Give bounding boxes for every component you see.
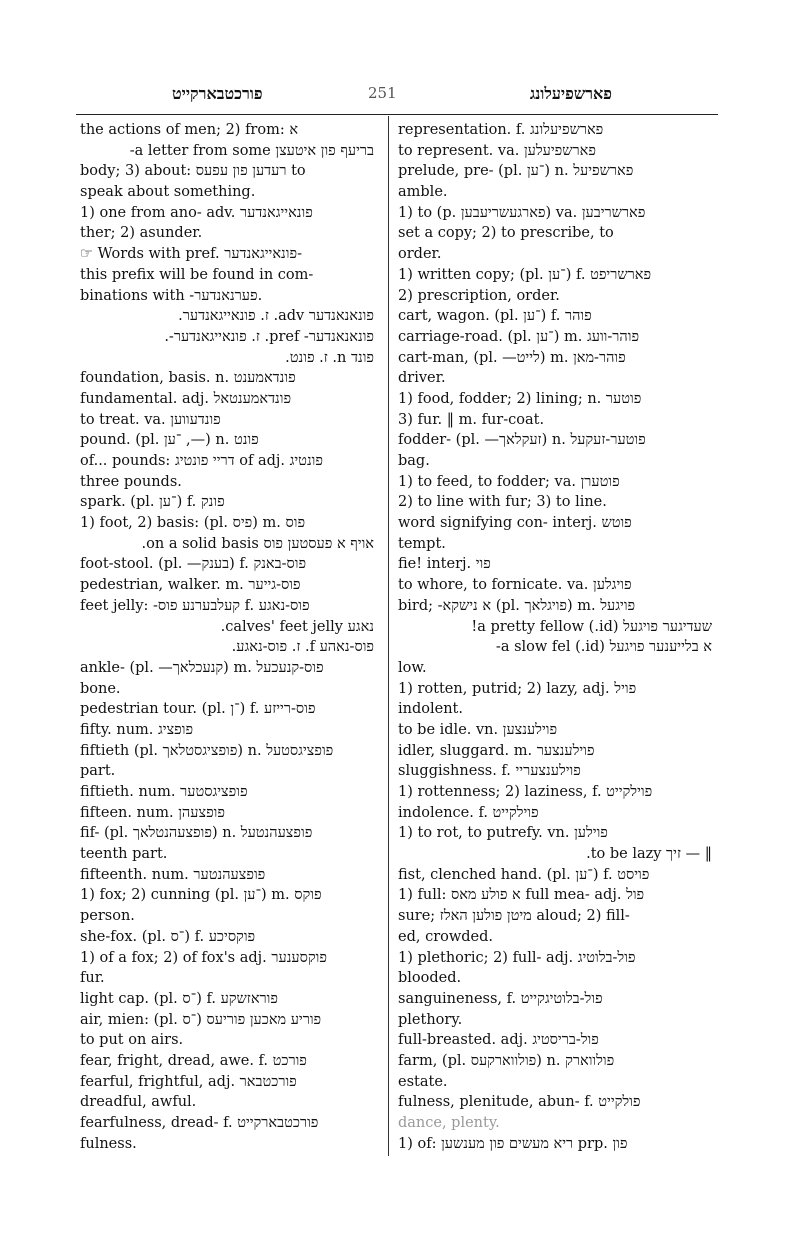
entry-line: fulness, plenitude, abun- f. פולקייט <box>398 1094 641 1111</box>
entry-line: binations with -פערנאנדער. <box>80 287 263 304</box>
entry-line: אויף א פעסטען פוס on a solid basis. <box>141 535 374 552</box>
entry-line: 1) rotten, putrid; 2) lazy, adj. פויל <box>398 680 637 697</box>
entry-line: fur. <box>80 970 105 987</box>
entry-line: ther; 2) asunder. <box>80 225 203 242</box>
entry-line: the actions of men; 2) from: א <box>80 122 299 138</box>
entry-line: foundation, basis. n. פונדאמענט <box>80 370 296 387</box>
entry-line: fifty. num. פופציג <box>80 721 194 738</box>
entry-line: ankle- (pl. —קנעכלאך) m. פוס-קנעכעל <box>80 659 324 676</box>
entry-line: fist, clenched hand. (pl. ־ען) f. פויסט <box>398 866 650 883</box>
entry-line: fifteenth. num. פופצעהנטער <box>80 866 266 883</box>
entry-line: foot-stool. (pl. —בענק) f. פוס-באנק <box>80 556 307 573</box>
entry-line: fie! interj. פוי <box>398 556 491 573</box>
entry-line: פוס-נאהע f. ז. פוס-נאגע. <box>231 639 374 656</box>
entry-line: sanguineness, f. פול-בלוטיגקייט <box>398 990 603 1007</box>
entry-line: this prefix will be found in com- <box>80 266 314 283</box>
entry-line: 1) food, fodder; 2) lining; n. פוטער <box>398 390 642 407</box>
entry-line: pound. (pl. ־ען ,—) n. פונט <box>80 432 259 449</box>
entry-line: 1) fox; 2) cunning (pl. ־ען) m. פוקס <box>80 887 322 904</box>
entry-line: spark. (pl. ־ען) f. פונק <box>80 494 225 511</box>
entry-line: indolence. f. פוילקייט <box>398 804 539 821</box>
entry-line: ed, crowded. <box>398 928 494 945</box>
running-head-left: פורכטבארקייט <box>172 84 263 103</box>
entry-line: teenth part. <box>80 846 168 863</box>
entry-line: fulness. <box>80 1135 137 1152</box>
entry-line: three pounds. <box>80 473 182 490</box>
entry-line: פונאנאנדער- pref. ז. פונאייגאנדער-. <box>164 328 374 345</box>
entry-line: light cap. (pl. ־ס) f. פוראזשקע <box>80 990 278 1007</box>
entry-line: person. <box>80 908 135 925</box>
entry-line: בריעף פון איטעצן a letter from some- <box>129 142 374 159</box>
entry-line: fear, fright, dread, awe. f. פורכט <box>80 1052 307 1069</box>
entry-line: fif- (pl. פופצעהנטלאך) n. פופצעהנטעל <box>80 825 313 842</box>
entry-line: bone. <box>80 680 121 697</box>
entry-line: 2) prescription, order. <box>398 287 560 304</box>
page-number: 251 <box>368 84 397 102</box>
entry-line: idler, sluggard. m. פוילענצער <box>398 742 595 759</box>
entry-line: order. <box>398 246 442 263</box>
entry-line: 1) plethoric; 2) full- adj. פול-בלוטיג <box>398 949 636 966</box>
entry-line: ‖ — זיך to be lazy. <box>586 846 712 863</box>
entry-line: fifteen. num. פופצעהן <box>80 804 225 821</box>
entry-line: full-breasted. adj. פול-בריסטיג <box>398 1032 599 1049</box>
entry-line: fiftieth (pl. פופציגסטלאך) n. פופציגסטעל <box>80 742 334 759</box>
entry-line: part. <box>80 763 116 780</box>
entry-line: 1) to (p. פארגעשריעבען) va. פארשריבען <box>398 204 646 221</box>
entry-line: fearfulness, dread- f. פורכטבארקייט <box>80 1115 319 1131</box>
entry-line: air, mien: (pl. ־ס) פוריע מאכען פוריעס <box>80 1011 322 1028</box>
entry-line: ☞ Words with pref. פונאייגאנדער- <box>80 246 302 263</box>
entry-line: א בלייענער פויגעל (id.) a slow fel- <box>495 639 712 656</box>
entry-line: plethory. <box>398 1011 463 1028</box>
entry-line: פונד n. ז. פונט. <box>285 349 374 366</box>
entry-line: amble. <box>398 184 448 201</box>
entry-line: נאגע calves' feet jelly. <box>220 618 374 635</box>
entry-line: speak about something. <box>80 184 256 201</box>
entry-line: dance, plenty. <box>398 1115 500 1131</box>
entry-line: to treat. va. פונדעווען <box>80 411 221 428</box>
running-head-right: פארשפיעלונג <box>529 84 612 103</box>
entry-line: low. <box>398 659 427 676</box>
entry-line: to represent. va. פארשפיעלען <box>398 142 596 159</box>
entry-line: farm, (pl. פולווארקעס) n. פולווארק <box>398 1052 615 1069</box>
entry-line: pedestrian tour. (pl. ־ן) f. פוס-רייזע <box>80 701 316 718</box>
entry-line: 1) of a fox; 2) of fox's adj. פוקסענער <box>80 949 327 966</box>
entry-line: carriage-road. (pl. ־ען) m. פוהר-וועג <box>398 328 640 345</box>
entry-line: 1) foot, 2) basis: (pl. פיס) m. פוס <box>80 515 306 532</box>
entry-line: 3) fur. ‖ m. fur-coat. <box>398 411 545 428</box>
entry-line: 1) to rot, to putrefy. vn. פוילען <box>398 825 608 842</box>
entry-line: body; 3) about: רעדען פון עפעס to <box>80 163 306 180</box>
entry-line: of... pounds: דריי פונטיג of adj. פונטיג <box>80 453 323 469</box>
entry-line: feet jelly: -קעלבערנע פוס f. פוס-נאגע <box>80 597 310 614</box>
entry-line: prelude, pre- (pl. ־ען) n. פארשפיעל <box>398 163 634 180</box>
entry-line: blooded. <box>398 970 462 987</box>
entry-line: indolent. <box>398 701 463 718</box>
entry-line: bag. <box>398 453 430 469</box>
entry-line: fearful, frightful, adj. פורכטבאר <box>80 1073 297 1090</box>
entry-line: to be idle. vn. פוילענצען <box>398 721 558 738</box>
entry-line: 1) full: א פולע מאס full mea- adj. פול <box>398 887 645 904</box>
entry-line: bird; -א נישקא (pl. פויגלאך) m. פויגעל <box>398 597 636 614</box>
entry-line: estate. <box>398 1073 448 1090</box>
entry-line: 1) written copy; (pl. ־ען) f. פארשריפט <box>398 266 652 283</box>
entry-line: fundamental. adj. פונדאמענטאל <box>80 390 292 407</box>
entry-line: sluggishness. f. פוילענצעריי <box>398 763 581 780</box>
entry-line: 2) to line with fur; 3) to line. <box>398 494 607 511</box>
entry-line: fodder- (pl. —זעקלאך) n. פוטער-זעקעל <box>398 432 646 449</box>
entry-line: to whore, to fornicate. va. פויגלען <box>398 577 632 594</box>
header-rule <box>76 114 718 115</box>
entry-line: set a copy; 2) to prescribe, to <box>398 225 614 242</box>
column-divider <box>388 116 389 1156</box>
entry-line: driver. <box>398 370 446 387</box>
entry-line: cart-man, (pl. —לייט) m. פוהר-מאן <box>398 349 626 366</box>
entry-line: she-fox. (pl. ־ס) f. פוקסיכע <box>80 928 256 945</box>
entry-line: 1) one from ano- adv. פונאייגאנדער <box>80 204 313 221</box>
entry-line: fiftieth. num. פופציגסטער <box>80 784 248 800</box>
entry-line: to put on airs. <box>80 1032 184 1049</box>
entry-line: pedestrian, walker. m. פוס-גייער <box>80 577 301 594</box>
left-column <box>80 120 374 1154</box>
entry-line: שעדיגער פויגעל (id.) a pretty fellow! <box>471 618 712 635</box>
entry-line: word signifying con- interj. פוטש <box>398 515 632 532</box>
entry-line: 1) of: ריא מעשים פון מענשען prp. פון <box>398 1135 628 1152</box>
entry-line: 1) rottenness; 2) laziness, f. פוילקייט <box>398 784 653 800</box>
entry-line: cart, wagon. (pl. ־ען) f. פוהר <box>398 308 592 325</box>
entry-line: dreadful, awful. <box>80 1094 197 1111</box>
entry-line: 1) to feed, to fodder; va. פוטערן <box>398 473 620 490</box>
entry-line: representation. f. פארשפיעלונג <box>398 122 604 138</box>
entry-line: tempt. <box>398 535 446 552</box>
entry-line: sure; מיטן פולען האלז aloud; 2) fill- <box>398 908 630 925</box>
right-column <box>398 120 712 1154</box>
entry-line: פונאנאנדער adv. ז. פונאייגאנדער. <box>178 308 374 325</box>
